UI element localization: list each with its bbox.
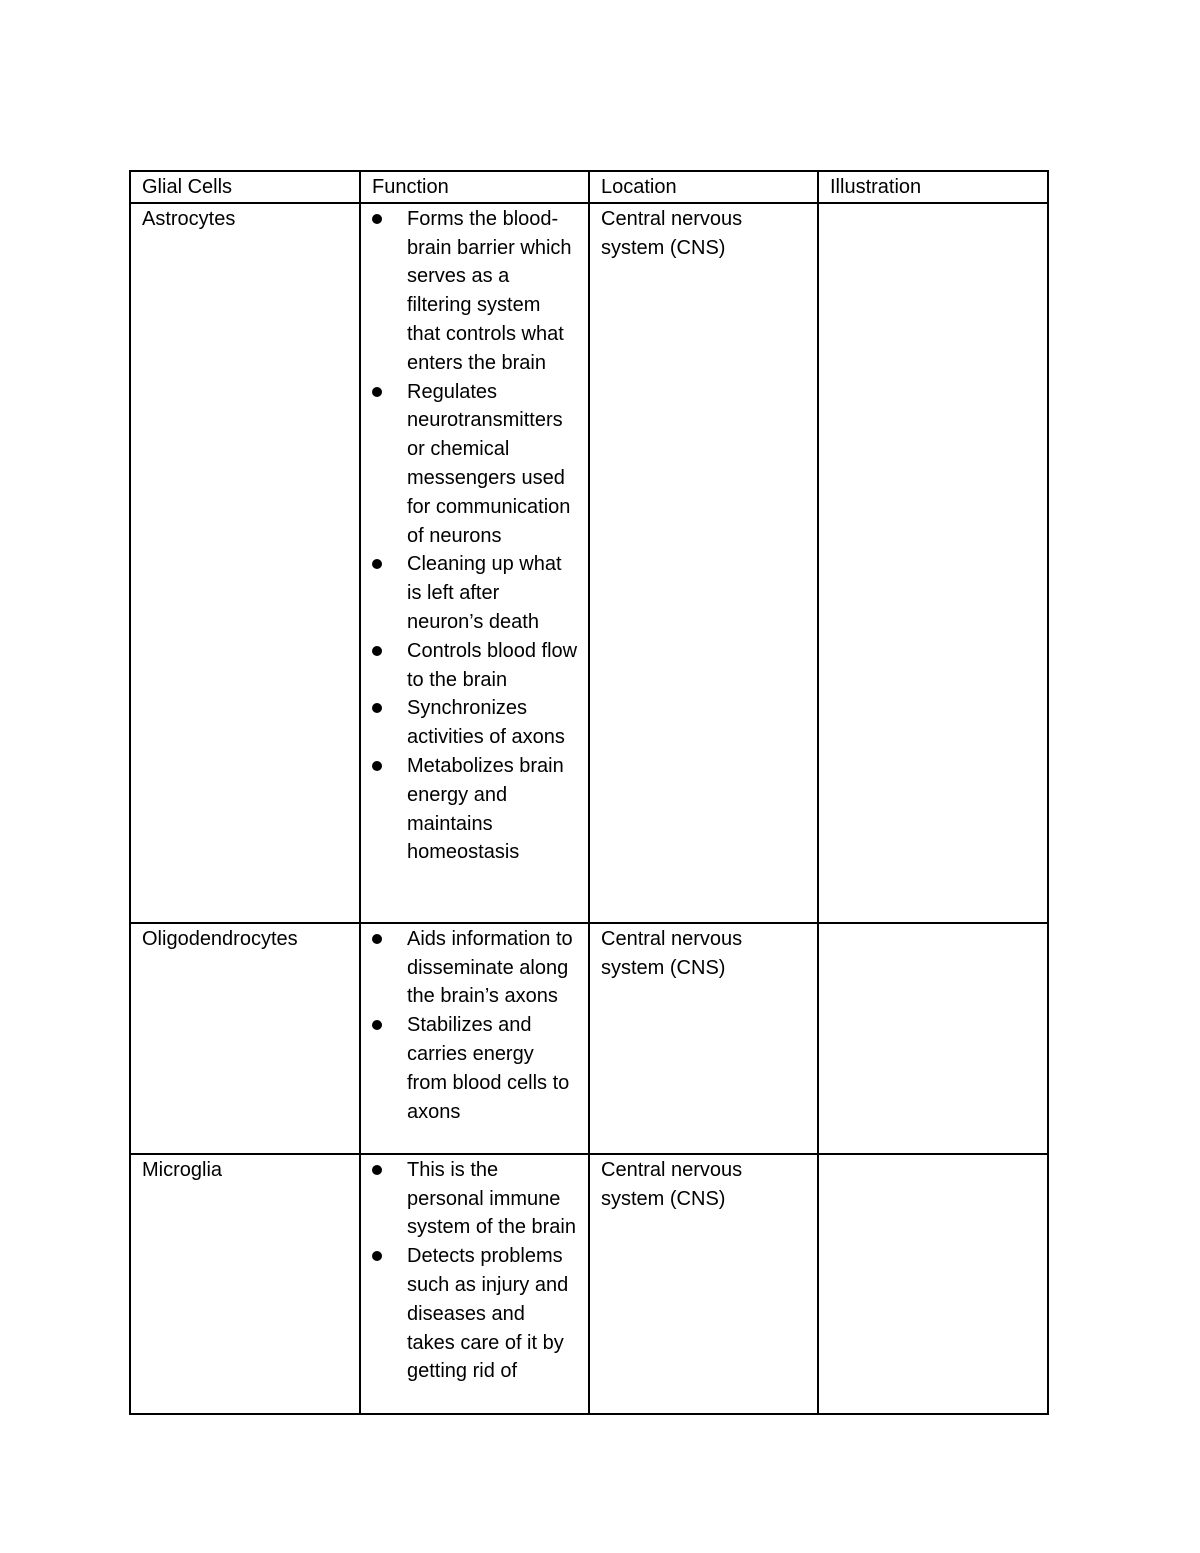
bullet-icon xyxy=(372,1020,382,1030)
bullet-icon xyxy=(372,387,382,397)
cell-illustration xyxy=(818,203,1048,923)
function-item xyxy=(372,637,578,695)
function-list xyxy=(372,925,578,1127)
bullet-icon xyxy=(372,703,382,713)
cell-location: Central nervous system (CNS) xyxy=(589,1154,818,1414)
cell-illustration xyxy=(818,1154,1048,1414)
function-item xyxy=(372,205,578,378)
glial-cells-table xyxy=(129,170,1049,1415)
bullet-icon xyxy=(372,1165,382,1175)
function-text: Cleaning up what is left after neuron’s death xyxy=(407,553,562,633)
header-illustration: Illustration xyxy=(818,171,1048,203)
function-list xyxy=(372,1156,578,1386)
cell-location: Central nervous system (CNS) xyxy=(589,203,818,923)
function-text: Synchronizes activities of axons xyxy=(407,697,565,749)
cell-functions xyxy=(360,1154,589,1414)
function-text: Regulates neurotransmitters or chemical messengers used for communication of neurons xyxy=(407,380,571,547)
cell-name: Microglia xyxy=(130,1154,360,1414)
function-item xyxy=(372,378,578,551)
bullet-icon xyxy=(372,559,382,569)
bullet-icon xyxy=(372,1251,382,1261)
cell-name: Astrocytes xyxy=(130,203,360,923)
bullet-icon xyxy=(372,761,382,771)
function-text: This is the personal immune system of the brain xyxy=(407,1158,576,1239)
table-row-astrocytes xyxy=(130,203,1048,923)
cell-functions xyxy=(360,203,589,923)
function-text: Stabilizes and carries energy from blood cells to axons xyxy=(407,1014,570,1123)
table-header-row xyxy=(130,171,1048,203)
cell-location: Central nervous system (CNS) xyxy=(589,923,818,1154)
function-text: Detects problems such as injury and diseases and takes care of it by getting rid of xyxy=(407,1245,569,1383)
function-text: Aids information to disseminate along the brain’s axons xyxy=(407,927,573,1008)
table-row-microglia xyxy=(130,1154,1048,1414)
function-item xyxy=(372,1011,578,1126)
function-text: Forms the blood-brain barrier which serves as a filtering system that controls what enters the brain xyxy=(407,207,572,374)
cell-functions xyxy=(360,923,589,1154)
bullet-icon xyxy=(372,214,382,224)
function-item xyxy=(372,1242,578,1386)
function-item xyxy=(372,550,578,636)
header-glial-cells: Glial Cells xyxy=(130,171,360,203)
cell-name: Oligodendrocytes xyxy=(130,923,360,1154)
header-function: Function xyxy=(360,171,589,203)
function-list xyxy=(372,205,578,867)
function-text: Controls blood flow to the brain xyxy=(407,639,578,691)
bullet-icon xyxy=(372,934,382,944)
header-location: Location xyxy=(589,171,818,203)
function-item xyxy=(372,1156,578,1242)
bullet-icon xyxy=(372,646,382,656)
function-item xyxy=(372,925,578,1011)
cell-illustration xyxy=(818,923,1048,1154)
function-item xyxy=(372,752,578,867)
table-row-oligodendrocytes xyxy=(130,923,1048,1154)
function-item xyxy=(372,694,578,752)
function-text: Metabolizes brain energy and maintains homeostasis xyxy=(407,754,564,864)
